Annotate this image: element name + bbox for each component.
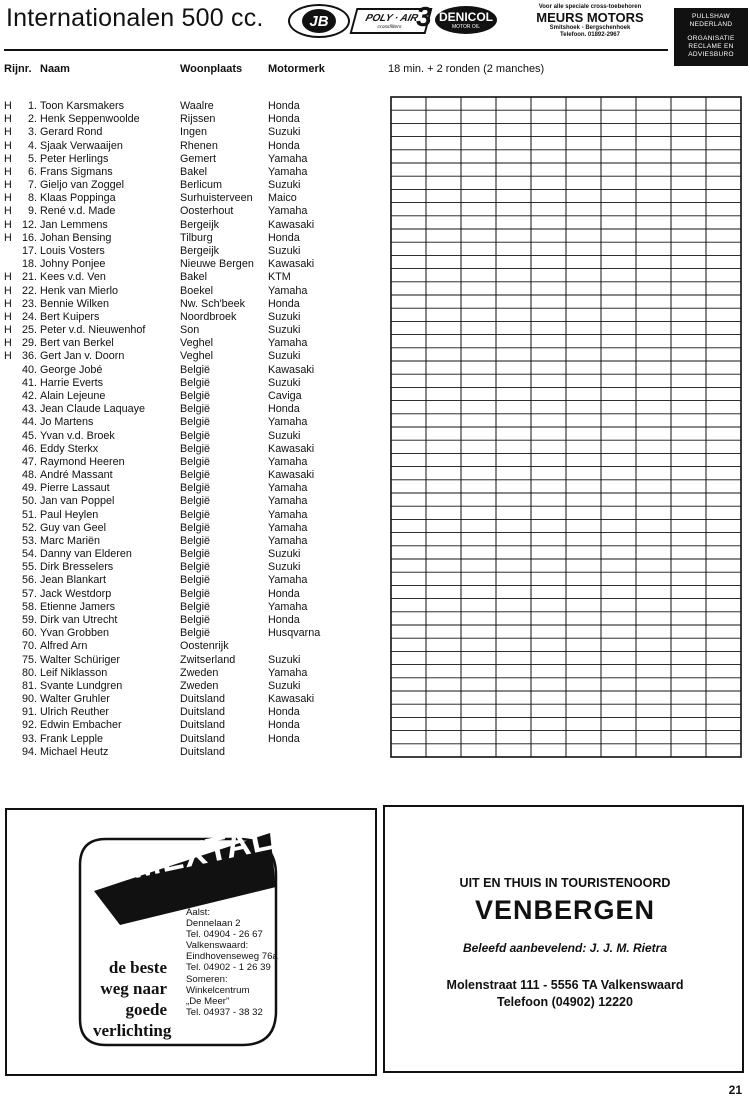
rider-name: Eddy Sterkx <box>40 442 99 455</box>
rider-number: 29. <box>21 337 37 350</box>
rider-make: Suzuki <box>268 548 301 561</box>
col-rijnr: Rijnr. <box>4 63 32 75</box>
rider-make: Yamaha <box>268 600 308 613</box>
score-grid <box>389 95 743 761</box>
header-divider <box>4 49 668 51</box>
rider-number: 47. <box>21 455 37 468</box>
rider-h-marker: H <box>4 284 12 297</box>
rider-make: Yamaha <box>268 416 308 429</box>
rider-h-marker: H <box>4 271 12 284</box>
rider-number: 94. <box>21 745 37 758</box>
rider-residence: Duitsland <box>180 732 226 745</box>
rider-make: Yamaha <box>268 165 308 178</box>
page-number: 21 <box>728 1083 742 1097</box>
rider-h-marker: H <box>4 179 12 192</box>
rider-number: 42. <box>21 389 37 402</box>
rider-number: 55. <box>21 561 37 574</box>
rider-number: 23. <box>21 297 37 310</box>
rider-make: Honda <box>268 231 300 244</box>
rider-residence: België <box>180 574 211 587</box>
meurs-address: Smitshoek - Bergschenhoek <box>549 25 631 31</box>
rider-make: Yamaha <box>268 152 308 165</box>
rider-make: Suzuki <box>268 244 301 257</box>
rider-make: Honda <box>268 297 300 310</box>
rider-residence: Bergeijk <box>180 218 220 231</box>
rider-residence: België <box>180 469 211 482</box>
rider-h-marker: H <box>4 310 12 323</box>
rider-make: Suzuki <box>268 126 301 139</box>
rider-make: Honda <box>268 732 300 745</box>
rider-h-marker: H <box>4 126 12 139</box>
rider-name: Michael Heutz <box>40 745 109 758</box>
rider-make: Kawasaki <box>268 442 315 455</box>
rider-make: Suzuki <box>268 350 301 363</box>
rider-residence: Gemert <box>180 152 216 165</box>
rider-number: 25. <box>21 324 37 337</box>
pullshaw-line: ORGANISATIE <box>687 35 735 42</box>
rider-residence: België <box>180 403 211 416</box>
rider-number: 36. <box>21 350 37 363</box>
venbergen-line1: UIT EN THUIS IN TOURISTENOORD <box>459 876 671 890</box>
rider-residence: België <box>180 363 211 376</box>
rider-number: 56. <box>21 574 37 587</box>
rider-residence: Zwitserland <box>180 653 236 666</box>
rider-make: Honda <box>268 113 300 126</box>
rider-make: Suzuki <box>268 561 301 574</box>
rider-residence: Bakel <box>180 271 208 284</box>
rider-make: Honda <box>268 403 300 416</box>
col-naam: Naam <box>40 63 70 75</box>
rider-make: Suzuki <box>268 179 301 192</box>
rider-residence: Veghel <box>180 350 214 363</box>
rider-number: 40. <box>21 363 37 376</box>
rider-number: 59. <box>21 614 37 627</box>
rider-number: 48. <box>21 469 37 482</box>
rider-number: 81. <box>21 679 37 692</box>
venbergen-ad <box>383 805 744 1073</box>
rider-name: George Jobé <box>40 363 103 376</box>
rider-residence: België <box>180 587 211 600</box>
rider-name: Marc Mariën <box>40 534 100 547</box>
rider-residence: Duitsland <box>180 693 226 706</box>
rider-make: Yamaha <box>268 521 308 534</box>
rider-h-marker: H <box>4 297 12 310</box>
rider-number: 49. <box>21 482 37 495</box>
rider-number: 93. <box>21 732 37 745</box>
rider-number: 50. <box>21 495 37 508</box>
rider-make: Suzuki <box>268 324 301 337</box>
rider-name: Jo Martens <box>40 416 94 429</box>
mextal-address-line: Tel. 04902 - 1 26 39 <box>186 962 271 974</box>
rider-residence: België <box>180 534 211 547</box>
rider-name: Klaas Poppinga <box>40 192 116 205</box>
rider-name: Yvan Grobben <box>40 627 110 640</box>
rider-number: 5. <box>27 152 37 165</box>
rider-name: Paul Heylen <box>40 508 99 521</box>
rider-name: Pierre Lassaut <box>40 482 110 495</box>
rider-residence: België <box>180 455 211 468</box>
polyair-logo-number: 3 <box>416 1 433 32</box>
rider-h-marker: H <box>4 165 12 178</box>
rider-number: 6. <box>27 165 37 178</box>
jb-logo <box>288 4 350 38</box>
rider-name: Walter Gruhler <box>40 693 110 706</box>
rider-make: Honda <box>268 100 300 112</box>
rider-name: Etienne Jamers <box>40 600 116 613</box>
rider-number: 43. <box>21 403 37 416</box>
pullshaw-logo <box>674 8 748 66</box>
rider-name: Henk Seppenwoolde <box>40 113 140 126</box>
rider-residence: Duitsland <box>180 719 226 732</box>
meurs-phone: Telefoon. 01892-2967 <box>560 32 620 38</box>
mextal-address-line: Aalst: <box>186 907 210 918</box>
rider-number: 24. <box>21 310 37 323</box>
mextal-address-line: Dennelaan 2 <box>186 918 241 930</box>
rider-name: Peter Herlings <box>40 152 109 165</box>
rider-residence: Rhenen <box>180 139 218 152</box>
meurs-name: MEURS MOTORS <box>536 10 644 25</box>
rider-number: 9. <box>27 205 37 218</box>
denicol-logo-text: DENICOL <box>439 9 493 24</box>
mextal-slogan-line: weg naar <box>100 979 167 998</box>
rider-h-marker: H <box>4 113 12 126</box>
mextal-address-line: Someren: <box>186 973 228 985</box>
rider-name: Walter Schüriger <box>40 653 121 666</box>
rider-residence: Veghel <box>180 337 214 350</box>
rider-number: 70. <box>21 640 37 653</box>
col-race-info: 18 min. + 2 ronden (2 manches) <box>388 63 545 75</box>
rider-make: Suzuki <box>268 679 301 692</box>
rider-make: Yamaha <box>268 508 308 521</box>
rider-residence: België <box>180 521 211 534</box>
rider-residence: Nw. Sch'beek <box>180 297 246 310</box>
rider-residence: Bergeijk <box>180 244 220 257</box>
venbergen-name: VENBERGEN <box>474 895 656 925</box>
rider-number: 18. <box>21 258 37 271</box>
rider-number: 45. <box>21 429 37 442</box>
rider-h-marker: H <box>4 192 12 205</box>
rider-make: Kawasaki <box>268 363 315 376</box>
rider-make: KTM <box>268 271 291 284</box>
rider-number: 58. <box>21 600 37 613</box>
rider-h-marker: H <box>4 139 12 152</box>
rider-name: Ulrich Reuther <box>40 706 110 719</box>
rider-name: Kees v.d. Ven <box>40 271 106 284</box>
rider-make: Yamaha <box>268 205 308 218</box>
rider-name: Yvan v.d. Broek <box>40 429 115 442</box>
mextal-address-line: Eindhovenseweg 76a <box>186 951 278 963</box>
rider-number: 41. <box>21 376 37 389</box>
rider-name: Alain Lejeune <box>40 389 106 402</box>
page-title: Internationalen 500 cc. <box>6 4 264 32</box>
rider-make: Caviga <box>268 389 302 402</box>
mextal-address-line: „De Meer” <box>186 995 230 1007</box>
rider-number: 54. <box>21 548 37 561</box>
rider-residence: België <box>180 614 211 627</box>
rider-h-marker: H <box>4 231 12 244</box>
rider-name: Gerard Rond <box>40 126 103 139</box>
rider-number: 21. <box>21 271 37 284</box>
polyair-logo-text: POLY · AIR <box>364 12 420 24</box>
rider-residence: België <box>180 389 211 402</box>
rider-make: Maico <box>268 192 297 205</box>
rider-make: Yamaha <box>268 284 308 297</box>
rider-name: André Massant <box>40 469 113 482</box>
rider-residence: Duitsland <box>180 706 226 719</box>
rider-number: 8. <box>27 192 37 205</box>
rider-residence: Oosterhout <box>180 205 234 218</box>
pullshaw-line: RECLAME EN <box>688 43 734 50</box>
rider-residence: België <box>180 508 211 521</box>
rider-make: Yamaha <box>268 455 308 468</box>
rider-residence: Bakel <box>180 165 208 178</box>
rider-residence: Waalre <box>180 100 214 112</box>
rider-h-marker: H <box>4 152 12 165</box>
rider-name: Alfred Arn <box>40 640 88 653</box>
rider-number: 92. <box>21 719 37 732</box>
rider-make: Yamaha <box>268 534 308 547</box>
rider-number: 46. <box>21 442 37 455</box>
rider-number: 17. <box>21 244 37 257</box>
rider-name: Harrie Everts <box>40 376 103 389</box>
rider-name: Louis Vosters <box>40 244 105 257</box>
jb-logo-text: JB <box>302 9 336 33</box>
rider-name: Toon Karsmakers <box>40 100 125 112</box>
rider-residence: Berlicum <box>180 179 222 192</box>
rider-name: Leif Niklasson <box>40 666 108 679</box>
rider-number: 91. <box>21 706 37 719</box>
rider-residence: België <box>180 442 211 455</box>
rider-name: Johny Ponjee <box>40 258 106 271</box>
rider-name: Raymond Heeren <box>40 455 125 468</box>
rider-make: Yamaha <box>268 574 308 587</box>
rider-residence: Son <box>180 324 200 337</box>
rider-number: 22. <box>21 284 37 297</box>
meurs-motors-ad <box>512 3 668 39</box>
rider-make: Honda <box>268 139 300 152</box>
mextal-address-line: Tel. 04937 - 38 32 <box>186 1006 263 1018</box>
rider-make: Yamaha <box>268 482 308 495</box>
rider-make: Kawasaki <box>268 469 315 482</box>
pullshaw-line: NEDERLAND <box>689 21 733 28</box>
rider-number: 53. <box>21 534 37 547</box>
mextal-brand: MEXTAL <box>128 819 277 887</box>
rider-number: 4. <box>27 139 37 152</box>
rider-h-marker: H <box>4 218 12 231</box>
rider-residence: Tilburg <box>180 231 213 244</box>
rider-residence: Surhuisterveen <box>180 192 253 205</box>
rider-residence: Boekel <box>180 284 214 297</box>
rider-name: Sjaak Verwaaijen <box>40 139 123 152</box>
rider-residence: Oostenrijk <box>180 640 229 653</box>
pullshaw-line: ADVIESBURO <box>688 51 734 58</box>
rider-residence: België <box>180 561 211 574</box>
denicol-logo-sub: MOTOR OIL <box>452 23 480 30</box>
mextal-address-line: Tel. 04904 - 26 67 <box>186 929 263 941</box>
rider-name: Henk van Mierlo <box>40 284 119 297</box>
rider-name: Bert van Berkel <box>40 337 114 350</box>
rider-residence: Zweden <box>180 679 219 692</box>
rider-h-marker: H <box>4 350 12 363</box>
mextal-address-line: Valkenswaard: <box>186 940 249 952</box>
rider-name: Jean Blankart <box>40 574 107 587</box>
venbergen-address: Molenstraat 111 - 5556 TA Valkenswaard <box>446 978 684 992</box>
rider-name: Dirk van Utrecht <box>40 614 118 627</box>
rider-residence: Zweden <box>180 666 219 679</box>
rider-make: Yamaha <box>268 337 308 350</box>
meurs-tagline: Voor alle speciale cross-toebehoren <box>538 4 642 10</box>
rider-make: Suzuki <box>268 310 301 323</box>
rider-number: 3. <box>27 126 37 139</box>
rider-residence: België <box>180 495 211 508</box>
rider-residence: Noordbroek <box>180 310 237 323</box>
rider-make: Kawasaki <box>268 258 315 271</box>
rider-name: René v.d. Made <box>40 205 116 218</box>
rider-residence: Nieuwe Bergen <box>180 258 254 271</box>
rider-residence: België <box>180 482 211 495</box>
mextal-address-line: Winkelcentrum <box>186 984 250 996</box>
mextal-slogan-line: de beste <box>108 958 167 977</box>
rider-number: 90. <box>21 693 37 706</box>
col-woonplaats: Woonplaats <box>180 63 243 75</box>
rider-make: Yamaha <box>268 666 308 679</box>
rider-name: Gieljo van Zoggel <box>40 179 125 192</box>
rider-name: Jack Westdorp <box>40 587 112 600</box>
rider-number: 75. <box>21 653 37 666</box>
rider-residence: België <box>180 376 211 389</box>
rider-name: Jean Claude Laquaye <box>40 403 146 416</box>
rider-number: 16. <box>21 231 37 244</box>
rider-make: Honda <box>268 614 300 627</box>
rider-make: Honda <box>268 706 300 719</box>
rider-make: Kawasaki <box>268 693 315 706</box>
rider-name: Bert Kuipers <box>40 310 100 323</box>
rider-residence: België <box>180 429 211 442</box>
rider-name: Jan van Poppel <box>40 495 115 508</box>
rider-number: 44. <box>21 416 37 429</box>
rider-residence: België <box>180 548 211 561</box>
rider-number: 51. <box>21 508 37 521</box>
rider-number: 52. <box>21 521 37 534</box>
rider-name: Svante Lundgren <box>40 679 123 692</box>
rider-residence: België <box>180 416 211 429</box>
rider-name: Bennie Wilken <box>40 297 110 310</box>
rider-h-marker: H <box>4 337 12 350</box>
rider-name: Johan Bensing <box>40 231 112 244</box>
rider-name: Peter v.d. Nieuwenhof <box>40 324 146 337</box>
rider-make: Suzuki <box>268 429 301 442</box>
rider-make: Suzuki <box>268 653 301 666</box>
rider-make: Yamaha <box>268 495 308 508</box>
col-motormerk: Motormerk <box>268 63 325 75</box>
rider-name: Frans Sigmans <box>40 165 113 178</box>
rider-residence: België <box>180 600 211 613</box>
rider-name: Danny van Elderen <box>40 548 132 561</box>
rider-residence: Duitsland <box>180 745 226 758</box>
rider-number: 12. <box>21 218 37 231</box>
rider-residence: Ingen <box>180 126 208 139</box>
rider-number: 2. <box>27 113 37 126</box>
mextal-slogan-line: goede <box>125 1000 167 1019</box>
rider-name: Gert Jan v. Doorn <box>40 350 125 363</box>
rider-make: Husqvarna <box>268 627 321 640</box>
rider-number: 1. <box>27 100 37 112</box>
mextal-slogan-line: verlichting <box>93 1021 172 1040</box>
rider-h-marker: H <box>4 324 12 337</box>
rider-h-marker: H <box>4 205 12 218</box>
rider-number: 80. <box>21 666 37 679</box>
rider-make: Suzuki <box>268 376 301 389</box>
mextal-addresses <box>186 907 278 1018</box>
rider-residence: België <box>180 627 211 640</box>
rider-make: Honda <box>268 587 300 600</box>
polyair-logo <box>350 1 433 34</box>
rider-h-marker: H <box>4 100 12 112</box>
rider-name: Jan Lemmens <box>40 218 108 231</box>
rider-residence: Rijssen <box>180 113 216 126</box>
rider-name: Edwin Embacher <box>40 719 122 732</box>
venbergen-recommend: Beleefd aanbevelend: J. J. M. Rietra <box>462 941 668 955</box>
denicol-logo <box>435 6 497 34</box>
venbergen-phone: Telefoon (04902) 12220 <box>497 995 633 1009</box>
rider-make: Kawasaki <box>268 218 315 231</box>
rider-number: 7. <box>27 179 37 192</box>
rider-make: Honda <box>268 719 300 732</box>
rider-name: Guy van Geel <box>40 521 107 534</box>
polyair-logo-sub: crossfilters <box>376 23 403 30</box>
pullshaw-line: PULLSHAW <box>692 13 730 20</box>
mextal-slogan <box>93 957 172 1041</box>
rider-number: 57. <box>21 587 37 600</box>
rider-name: Dirk Bresselers <box>40 561 114 574</box>
rider-name: Frank Lepple <box>40 732 104 745</box>
rider-number: 60. <box>21 627 37 640</box>
